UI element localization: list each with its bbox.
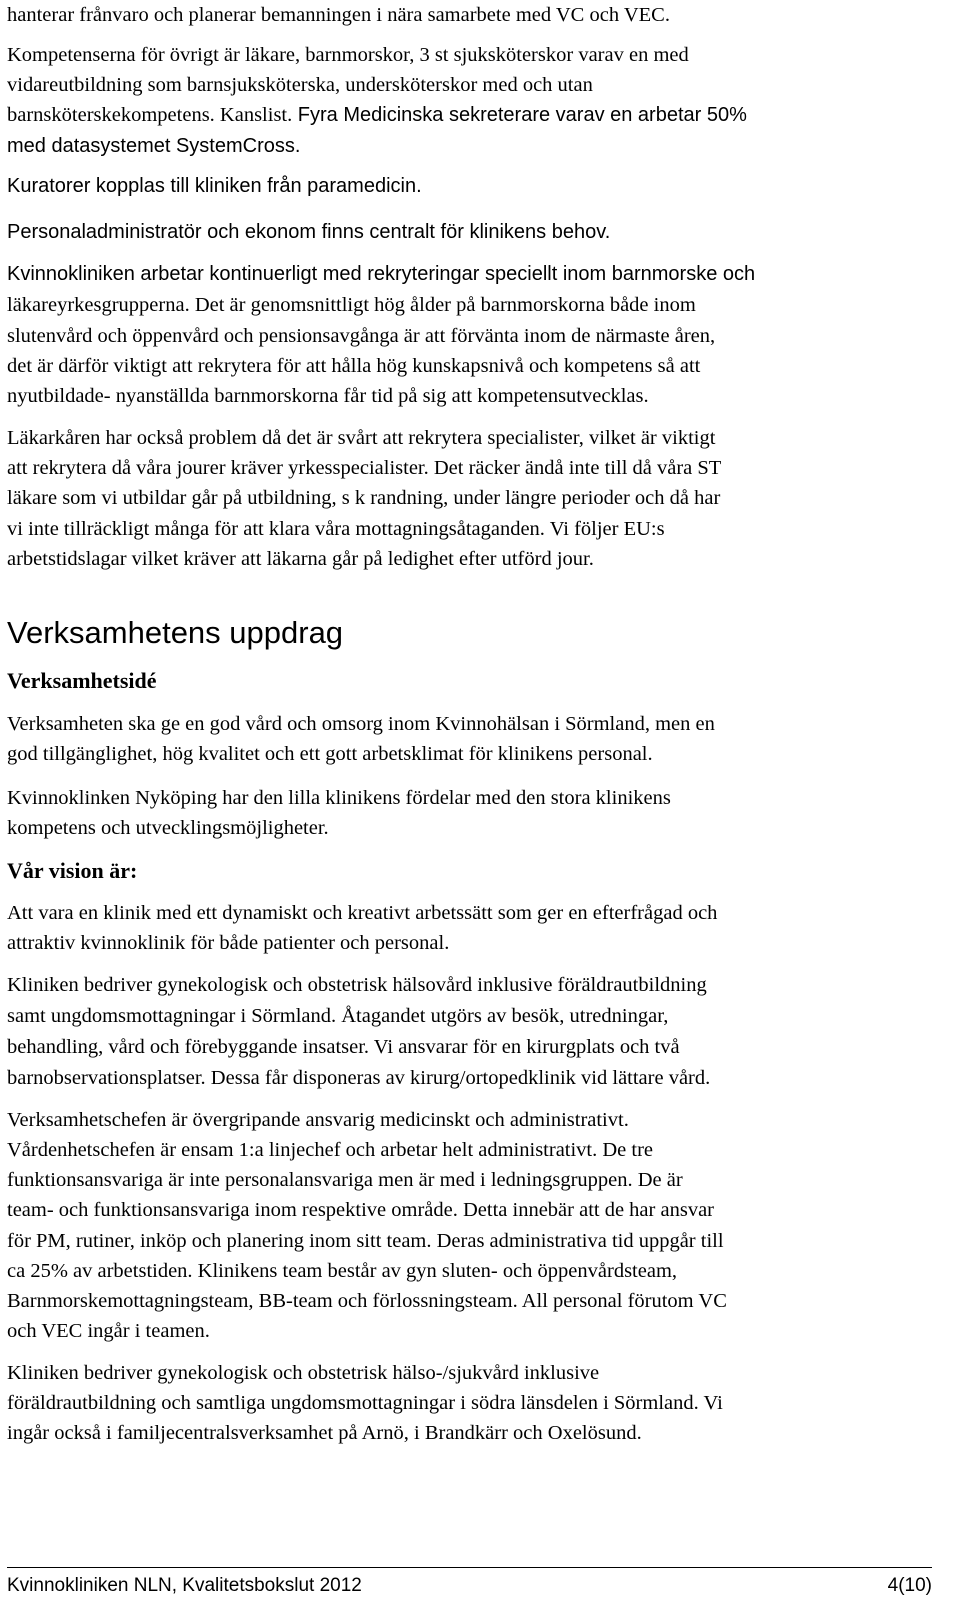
text-line: god tillgänglighet, hög kvalitet och ett gott arbetsklimat för klinikens personal. (7, 743, 653, 765)
text-line: för PM, rutiner, inköp och planering inom sitt team. Deras administrativa tid uppgår till (7, 1230, 724, 1252)
text-line: Vårdenhetschefen är ensam 1:a linjechef och arbetar helt administrativt. De tre (7, 1139, 654, 1161)
text-line: hanterar frånvaro och planerar bemanningen i nära samarbete med VC och VEC. (7, 4, 670, 26)
text-line: funktionsansvariga är inte personalansvariga men är med i ledningsgruppen. De är (7, 1169, 683, 1191)
text-line: ingår också i familjecentralsverksamhet på Arnö, i Brandkärr och Oxelösund. (7, 1422, 642, 1444)
subheading: Vår vision är: (7, 858, 138, 883)
text-line: läkareyrkesgrupperna. Det är genomsnittligt hög ålder på barnmorskorna både inom (7, 294, 696, 316)
text-line: samt ungdomsmottagningar i Sörmland. Åtagandet utgörs av besök, utredningar, (7, 1005, 669, 1027)
text-line: Personaladministratör och ekonom finns centralt för klinikens behov. (7, 221, 611, 243)
text-line: Kvinnoklinken Nyköping har den lilla klinikens fördelar med den stora klinikens (7, 787, 671, 809)
text-line: kompetens och utvecklingsmöjligheter. (7, 817, 329, 839)
text-line: Kvinnokliniken arbetar kontinuerligt med rekryteringar speciellt inom barnmorske och (7, 263, 756, 285)
text-line: barnsköterskekompetens. Kanslist. Fyra Medicinska sekreterare varav en arbetar 50% (7, 104, 747, 126)
text-line: Barnmorskemottagningsteam, BB-team och förlossningsteam. All personal förutom VC (7, 1290, 727, 1312)
text-line: nyutbildade- nyanställda barnmorskorna får tid på sig att kompetensutvecklas. (7, 385, 649, 407)
text-line: attraktiv kvinnoklinik för både patienter och personal. (7, 932, 450, 954)
text-line: Kliniken bedriver gynekologisk och obstetrisk hälsovård inklusive föräldrautbildning (7, 974, 707, 996)
text-line: det är därför viktigt att rekrytera för att hålla hög kunskapsnivå och kompetens så att (7, 355, 701, 377)
subheading: Verksamhetsidé (7, 668, 157, 693)
text-line: arbetstidslagar vilket kräver att läkarna går på ledighet efter utförd jour. (7, 548, 594, 570)
page-number: 4(10) (887, 1575, 932, 1596)
text-line: Läkarkåren har också problem då det är svårt att rekrytera specialister, vilket är viktigt (7, 427, 716, 449)
text-line: Verksamhetschefen är övergripande ansvarig medicinskt och administrativt. (7, 1109, 629, 1131)
text-line: barnobservationsplatser. Dessa får disponeras av kirurg/ortopedklinik vid lättare vård. (7, 1067, 711, 1089)
footer-title: Kvinnokliniken NLN, Kvalitetsbokslut 2012 (7, 1575, 362, 1596)
text-line: föräldrautbildning och samtliga ungdomsmottagningar i södra länsdelen i Sörmland. Vi (7, 1392, 723, 1414)
text-line: team- och funktionsansvariga inom respektive område. Detta innebär att de har ansvar (7, 1199, 714, 1221)
text-line: vi inte tillräckligt många för att klara våra mottagningsåtaganden. Vi följer EU:s (7, 518, 665, 540)
text-line: Kompetenserna för övrigt är läkare, barnmorskor, 3 st sjuksköterskor varav en med (7, 44, 689, 66)
text-line: Kuratorer kopplas till kliniken från paramedicin. (7, 175, 422, 197)
text-line: Kliniken bedriver gynekologisk och obstetrisk hälso-/sjukvård inklusive (7, 1362, 600, 1384)
text-line: läkare som vi utbildar går på utbildning, s k randning, under längre perioder och då har (7, 487, 721, 509)
text-line: med datasystemet SystemCross. (7, 135, 301, 157)
text-line: att rekrytera då våra jourer kräver yrkesspecialister. Det räcker ändå inte till då våra ST (7, 457, 722, 479)
text-line: Att vara en klinik med ett dynamiskt och kreativt arbetssätt som ger en efterfrågad och (7, 902, 718, 924)
text-line: behandling, vård och förebyggande insatser. Vi ansvarar för en kirurgplats och två (7, 1036, 680, 1058)
section-heading: Verksamhetens uppdrag (7, 615, 344, 650)
footer-divider (7, 1567, 932, 1568)
text-line: ca 25% av arbetstiden. Klinikens team består av gyn sluten- och öppenvårdsteam, (7, 1260, 678, 1282)
text-line: vidareutbildning som barnsjuksköterska, undersköterskor med och utan (7, 74, 593, 96)
text-line: slutenvård och öppenvård och pensionsavgånga är att förvänta inom de närmaste åren, (7, 325, 716, 347)
text-line: Verksamheten ska ge en god vård och omsorg inom Kvinnohälsan i Sörmland, men en (7, 713, 715, 735)
text-line: och VEC ingår i teamen. (7, 1320, 210, 1342)
